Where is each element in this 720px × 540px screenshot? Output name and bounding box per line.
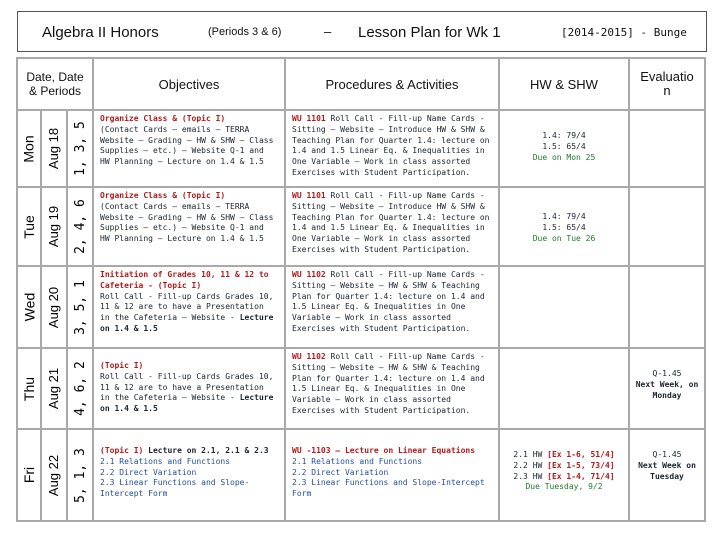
header-evaluation: Evaluation [630, 59, 704, 109]
row-day: Fri [18, 430, 40, 520]
row-homework [500, 349, 628, 428]
row-day: Tue [18, 188, 40, 265]
header-date: Date, Date & Periods [18, 59, 92, 109]
row-date: Aug 21 [42, 349, 66, 428]
course-periods: (Periods 3 & 6) [208, 26, 282, 38]
title-dash: – [324, 24, 332, 39]
row-procedures: WU 1101 Roll Call - Fill-up Name Cards - Sitting – Website – Introduce HW & SHW & Teaching Plan for Quarter 1.4: lecture on 1.4 and 1.5 Linear Eq. & Inequalities in One Variable – Work in class assorted Exercises with Student Participation. [286, 188, 498, 265]
row-periods: 1, 3, 5 [68, 111, 92, 186]
lesson-plan-title-bar [17, 11, 707, 52]
row-evaluation: Q-1.45 Next Week, on Monday [630, 349, 704, 428]
row-evaluation [630, 267, 704, 347]
lesson-plan-table [16, 57, 706, 522]
row-objectives: Initiation of Grades 10, 11 & 12 to Cafeteria - (Topic I) Roll Call - Fill-up Cards Grades 10, 11 & 12 are to have a Presentation in the Cafeteria – Website - Lecture on 1.4 & 1.5 [94, 267, 284, 347]
header-objectives: Objectives [94, 59, 284, 109]
row-objectives: Organize Class & (Topic I) (Contact Cards – emails – TERRA Website – Grading – HW & SHW – Class Supplies – etc.) – Website Q-1 and HW Planning – Lecture on 1.4 & 1.5 [94, 111, 284, 186]
row-objectives: (Topic I) Lecture on 2.1, 2.1 & 2.3 2.1 Relations and Functions 2.2 Direct Variation 2.3 Linear Functions and Slope-Intercept Form [94, 430, 284, 520]
row-day: Wed [18, 267, 40, 347]
row-evaluation: Q-1.45 Next Week on Tuesday [630, 430, 704, 520]
row-homework: 2.1 HW [Ex 1-6, 51/4] 2.2 HW [Ex 1-5, 73/4] 2.3 HW [Ex 1-4, 71/4] Due Tuesday, 9/2 [500, 430, 628, 520]
row-periods: 4, 6, 2 [68, 349, 92, 428]
row-objectives: Organize Class & (Topic I) (Contact Cards – emails – TERRA Website – Grading – HW & SHW – Class Supplies – etc.) – Website Q-1 and HW Planning – Lecture on 1.4 & 1.5 [94, 188, 284, 265]
row-day: Thu [18, 349, 40, 428]
row-date: Aug 19 [42, 188, 66, 265]
header-procedures: Procedures & Activities [286, 59, 498, 109]
course-title: Algebra II Honors [42, 24, 159, 41]
row-periods: 5, 1, 3 [68, 430, 92, 520]
plan-title: Lesson Plan for Wk 1 [358, 24, 501, 41]
header-hw: HW & SHW [500, 59, 628, 109]
row-objectives: (Topic I) Roll Call - Fill-up Cards Grades 10, 11 & 12 are to have a Presentation in the Cafeteria – Website - Lecture on 1.4 & 1.5 [94, 349, 284, 428]
row-periods: 2, 4, 6 [68, 188, 92, 265]
row-date: Aug 20 [42, 267, 66, 347]
row-procedures: WU 1101 Roll Call - Fill-up Name Cards - Sitting – Website – Introduce HW & SHW & Teaching Plan for Quarter 1.4: lecture on 1.4 and 1.5 Linear Eq. & Inequalities in One Variable – Work in class assorted Exercises with Student Participation. [286, 111, 498, 186]
row-homework: 1.4: 79/4 1.5: 65/4 Due on Tue 26 [500, 188, 628, 265]
row-procedures: WU 1102 Roll Call - Fill-up Name Cards - Sitting – Website – HW & SHW & Teaching Plan for Quarter 1.4: lecture on 1.4 and 1.5 Linear Eq. & Inequalities in One Variable – Work in class assorted Exercises with Student Participation. [286, 349, 498, 428]
school-year: [2014-2015] - Bunge [561, 26, 687, 39]
row-homework [500, 267, 628, 347]
row-procedures: WU -1103 – Lecture on Linear Equations 2.1 Relations and Functions 2.2 Direct Variation 2.3 Linear Functions and Slope-Intercept Form [286, 430, 498, 520]
row-evaluation [630, 111, 704, 186]
row-periods: 3, 5, 1 [68, 267, 92, 347]
row-homework: 1.4: 79/4 1.5: 65/4 Due on Mon 25 [500, 111, 628, 186]
row-date: Aug 18 [42, 111, 66, 186]
row-date: Aug 22 [42, 430, 66, 520]
row-day: Mon [18, 111, 40, 186]
row-procedures: WU 1102 Roll Call - Fill-up Name Cards - Sitting – Website – HW & SHW & Teaching Plan for Quarter 1.4: lecture on 1.4 and 1.5 Linear Eq. & Inequalities in One Variable – Work in class assorted Exercises with Student Participation. [286, 267, 498, 347]
row-evaluation [630, 188, 704, 265]
